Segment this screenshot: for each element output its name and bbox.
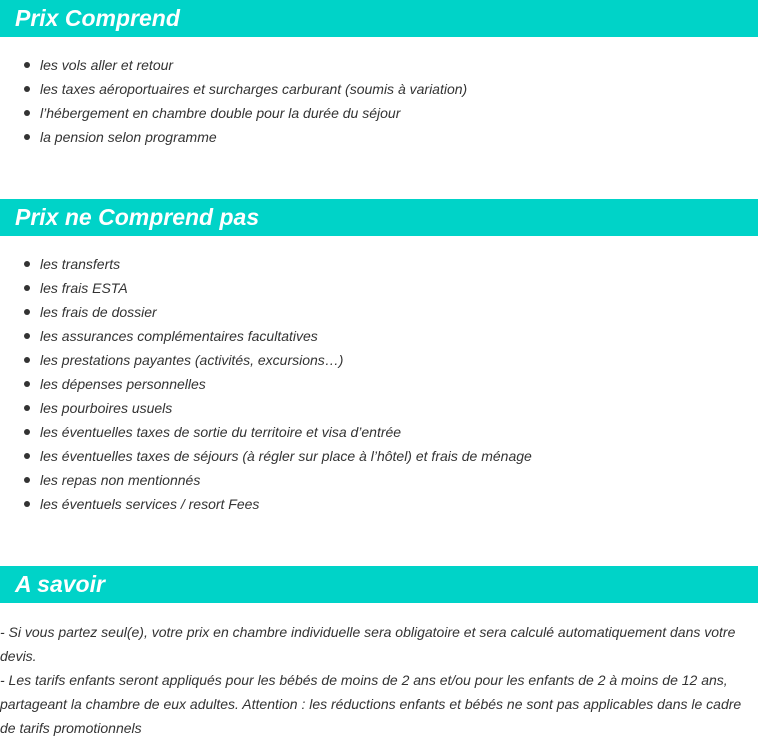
list-item-text: les assurances complémentaires facultatives: [40, 328, 318, 344]
bullet-icon: [24, 429, 30, 435]
list-item: [24, 300, 532, 324]
list-item-text: les frais de dossier: [40, 304, 157, 320]
list-ne-comprend: [24, 252, 532, 516]
list-item: [24, 348, 532, 372]
bullet-icon: [24, 477, 30, 483]
list-item: [24, 396, 532, 420]
bullet-icon: [24, 261, 30, 267]
list-item: [24, 420, 532, 444]
list-item-text: les dépenses personnelles: [40, 376, 206, 392]
list-item: [24, 324, 532, 348]
section-header-savoir: [0, 566, 758, 603]
list-item: [24, 276, 532, 300]
bullet-icon: [24, 62, 30, 68]
savoir-text: [0, 620, 758, 740]
list-item-text: les éventuelles taxes de séjours (à régler sur place à l’hôtel) et frais de ménage: [40, 448, 532, 464]
bullet-icon: [24, 357, 30, 363]
list-item-text: les repas non mentionnés: [40, 472, 201, 488]
section-title-ne-comprend: Prix ne Comprend pas: [15, 204, 260, 230]
list-item-text: les éventuelles taxes de sortie du territoire et visa d’entrée: [40, 424, 402, 440]
bullet-icon: [24, 110, 30, 116]
bullet-icon: [24, 86, 30, 92]
list-item-text: la pension selon programme: [40, 129, 217, 145]
list-item: [24, 492, 532, 516]
bullet-icon: [24, 501, 30, 507]
section-title-savoir: A savoir: [15, 571, 105, 597]
bullet-icon: [24, 285, 30, 291]
list-item: [24, 252, 532, 276]
list-item-text: les pourboires usuels: [40, 400, 173, 416]
section-header-comprend: [0, 0, 758, 37]
bullet-icon: [24, 453, 30, 459]
list-item: [24, 468, 532, 492]
list-item-text: les éventuels services / resort Fees: [40, 496, 260, 512]
list-item: [24, 53, 467, 77]
bullet-icon: [24, 134, 30, 140]
bullet-icon: [24, 381, 30, 387]
section-header-ne-comprend: [0, 199, 758, 236]
list-item-text: les frais ESTA: [40, 280, 128, 296]
section-title-comprend: Prix Comprend: [15, 5, 180, 31]
bullet-icon: [24, 333, 30, 339]
list-item: [24, 125, 467, 149]
list-item-text: les transferts: [40, 256, 121, 272]
list-item-text: les taxes aéroportuaires et surcharges carburant (soumis à variation): [40, 81, 468, 97]
list-item: [24, 372, 532, 396]
savoir-paragraph: - Les tarifs enfants seront appliqués pour les bébés de moins de 2 ans et/ou pour les enfants de 2 à moins de 12 ans, partageant la chambre de eux adultes. Attention : les réductions enfants et bébés ne sont pas applicables dans le cadre de tarifs promotionnels: [0, 672, 742, 736]
list-item: [24, 77, 467, 101]
bullet-icon: [24, 309, 30, 315]
bullet-icon: [24, 405, 30, 411]
list-item-text: l’hébergement en chambre double pour la durée du séjour: [40, 105, 401, 121]
list-item-text: les prestations payantes (activités, excursions…): [40, 352, 344, 368]
savoir-paragraph: - Si vous partez seul(e), votre prix en chambre individuelle sera obligatoire et sera calculé automatiquement dans votre devis.: [0, 624, 736, 664]
list-item-text: les vols aller et retour: [40, 57, 174, 73]
list-item: [24, 101, 467, 125]
list-comprend: [24, 53, 467, 149]
list-item: [24, 444, 532, 468]
